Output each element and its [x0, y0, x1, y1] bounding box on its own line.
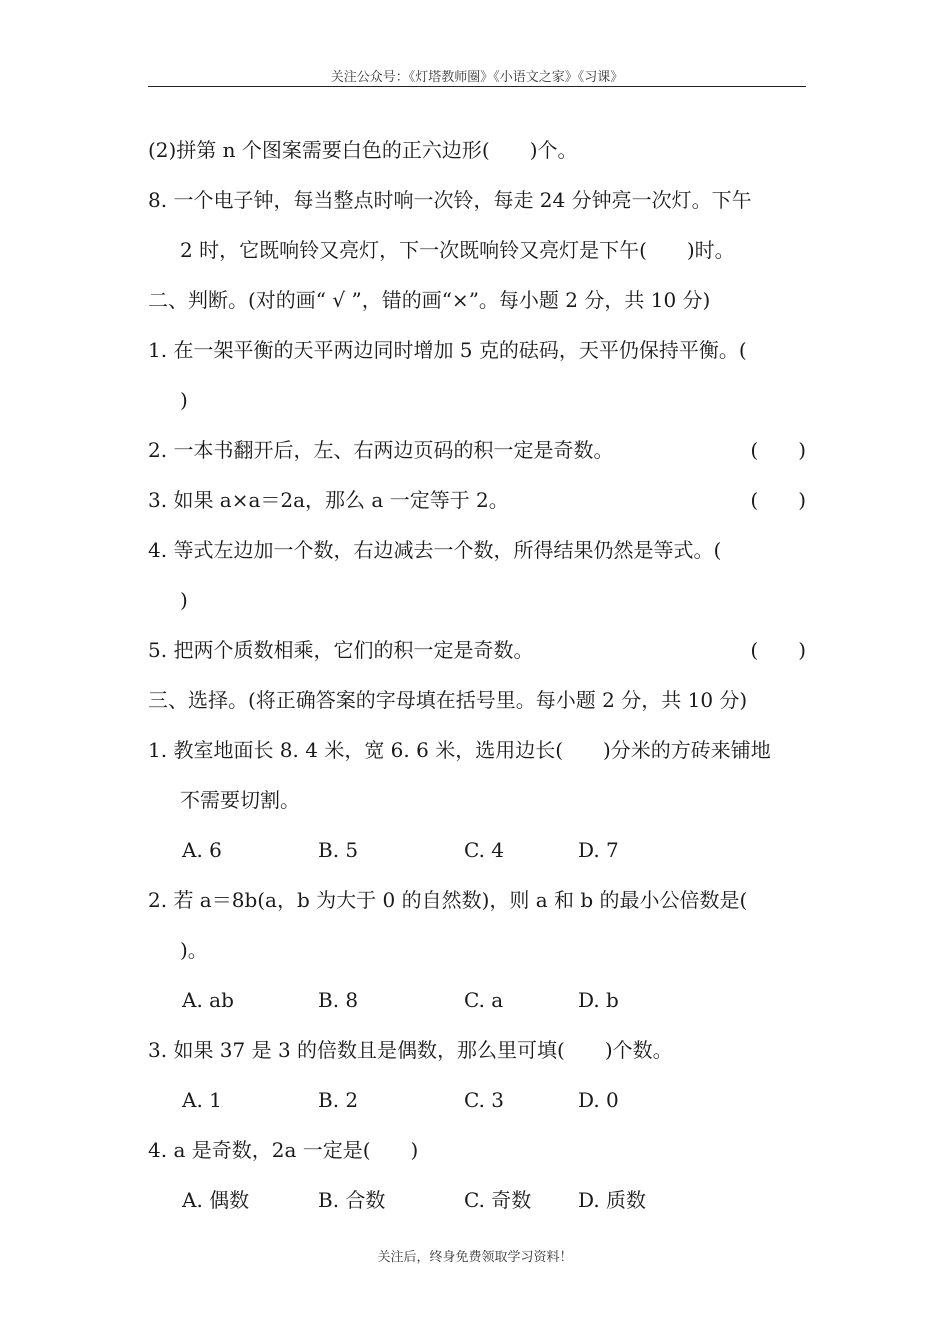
choice-4: 4. a 是奇数，2a 一定是( )	[148, 1138, 419, 1162]
judge-3: 3. 如果 a×a＝2a，那么 a 一定等于 2。	[148, 488, 509, 512]
judge-1-line2: )	[180, 388, 188, 412]
section-2-heading: 二、判断。(对的画“ √ ”，错的画“×”。每小题 2 分，共 10 分)	[148, 288, 711, 312]
judge-1-line1: 1. 在一架平衡的天平两边同时增加 5 克的砝码，天平仍保持平衡。(	[148, 338, 747, 362]
choice-2-option-a: A. ab	[182, 988, 234, 1012]
header-rule	[148, 86, 806, 87]
choice-2-option-b: B. 8	[318, 988, 359, 1012]
judge-2-blank: ( )	[750, 438, 806, 462]
choice-1-line2: 不需要切割。	[180, 788, 300, 812]
choice-2-line1: 2. 若 a＝8b(a，b 为大于 0 的自然数)，则 a 和 b 的最小公倍数是(	[148, 888, 748, 912]
judge-2: 2. 一本书翻开后，左、右两边页码的积一定是奇数。	[148, 438, 614, 462]
choice-4-option-b: B. 合数	[318, 1188, 386, 1212]
judge-4-line1: 4. 等式左边加一个数，右边减去一个数，所得结果仍然是等式。(	[148, 538, 722, 562]
choice-3-option-a: A. 1	[182, 1088, 222, 1112]
judge-4-line2: )	[180, 588, 188, 612]
choice-1-option-d: D. 7	[578, 838, 619, 862]
page-footer: 关注后，终身免费领取学习资料！	[377, 1250, 573, 1265]
section-3-heading: 三、选择。(将正确答案的字母填在括号里。每小题 2 分，共 10 分)	[148, 688, 748, 712]
choice-4-option-a: A. 偶数	[182, 1188, 250, 1212]
choice-1-option-a: A. 6	[182, 838, 222, 862]
choice-1-option-c: C. 4	[464, 838, 505, 862]
choice-3-option-b: B. 2	[318, 1088, 359, 1112]
choice-2-option-c: C. a	[464, 988, 504, 1012]
choice-2-option-d: D. b	[578, 988, 619, 1012]
choice-2-line2: )。	[180, 938, 208, 962]
question-7-2: (2)拼第 n 个图案需要白色的正六边形( )个。	[148, 138, 578, 162]
page-header: 关注公众号：《灯塔教师圈》《小语文之家》《习课》	[330, 70, 624, 85]
choice-4-option-c: C. 奇数	[464, 1188, 532, 1212]
judge-5-blank: ( )	[750, 638, 806, 662]
choice-1-line1: 1. 教室地面长 8. 4 米，宽 6. 6 米，选用边长( )分米的方砖来铺地	[148, 738, 771, 762]
choice-4-option-d: D. 质数	[578, 1188, 647, 1212]
question-8-line1: 8. 一个电子钟，每当整点时响一次铃，每走 24 分钟亮一次灯。下午	[148, 188, 752, 212]
choice-1-option-b: B. 5	[318, 838, 359, 862]
choice-3: 3. 如果 37 是 3 的倍数且是偶数，那么里可填( )个数。	[148, 1038, 673, 1062]
choice-3-option-c: C. 3	[464, 1088, 505, 1112]
judge-5: 5. 把两个质数相乘，它们的积一定是奇数。	[148, 638, 534, 662]
question-8-line2: 2 时，它既响铃又亮灯，下一次既响铃又亮灯是下午( )时。	[180, 238, 735, 262]
choice-3-option-d: D. 0	[578, 1088, 619, 1112]
judge-3-blank: ( )	[750, 488, 806, 512]
